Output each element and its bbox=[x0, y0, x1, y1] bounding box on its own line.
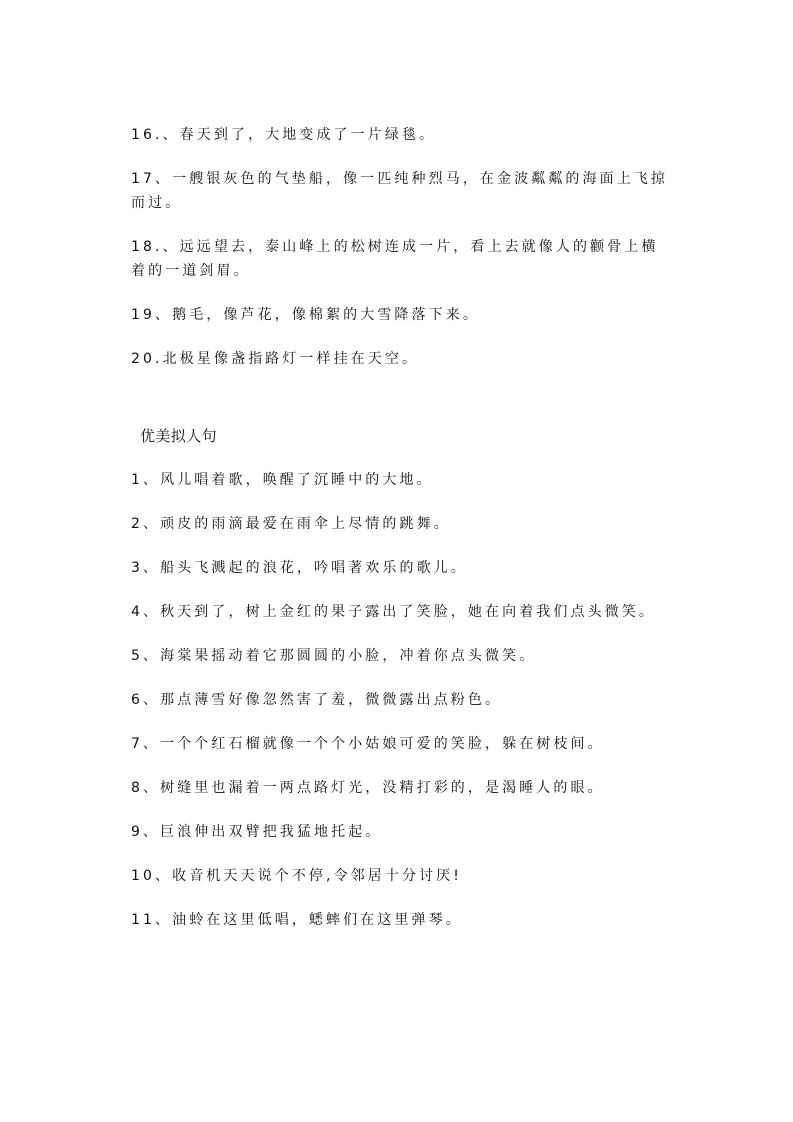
personification-item-9: 9、巨浪伸出双臂把我猛地托起。 bbox=[131, 824, 383, 840]
personification-item-3: 3、船头飞溅起的浪花，吟唱著欢乐的歌儿。 bbox=[131, 560, 468, 576]
simile-item-18: 18.、远远望去，泰山峰上的松树连成一片，看上去就像人的颧骨上横着的一道剑眉。 bbox=[131, 239, 659, 279]
personification-item-4: 4、秋天到了，树上金红的果子露出了笑脸，她在向着我们点头微笑。 bbox=[131, 604, 657, 620]
document-body bbox=[131, 123, 671, 952]
personification-item-2: 2、顽皮的雨滴最爱在雨伞上尽情的跳舞。 bbox=[131, 516, 451, 532]
simile-item-16: 16.、春天到了，大地变成了一片绿毯。 bbox=[131, 127, 437, 143]
simile-item-17: 17、一艘银灰色的气垫船，像一匹纯种烈马，在金波粼粼的海面上飞掠而过。 bbox=[131, 171, 669, 211]
personification-item-1: 1、风儿唱着歌，唤醒了沉睡中的大地。 bbox=[131, 472, 434, 488]
personification-item-8: 8、树缝里也漏着一两点路灯光，没精打彩的，是渴睡人的眼。 bbox=[131, 780, 605, 796]
simile-item-20: 20.北极星像盏指路灯一样挂在天空。 bbox=[131, 351, 420, 367]
personification-item-10: 10、收音机天天说个不停,令邻居十分讨厌! bbox=[131, 868, 462, 884]
simile-item-19: 19、鹅毛，像芦花，像棉絮的大雪降落下来。 bbox=[131, 307, 480, 323]
personification-item-6: 6、那点薄雪好像忽然害了羞，微微露出点粉色。 bbox=[131, 692, 503, 708]
section-title-personification: 优美拟人句 bbox=[140, 427, 218, 445]
personification-item-11: 11、油蛉在这里低唱，蟋蟀们在这里弹琴。 bbox=[131, 912, 463, 928]
personification-item-7: 7、一个个红石榴就像一个个小姑娘可爱的笑脸，躲在树枝间。 bbox=[131, 736, 605, 752]
personification-item-5: 5、海棠果摇动着它那圆圆的小脸，冲着你点头微笑。 bbox=[131, 648, 537, 664]
